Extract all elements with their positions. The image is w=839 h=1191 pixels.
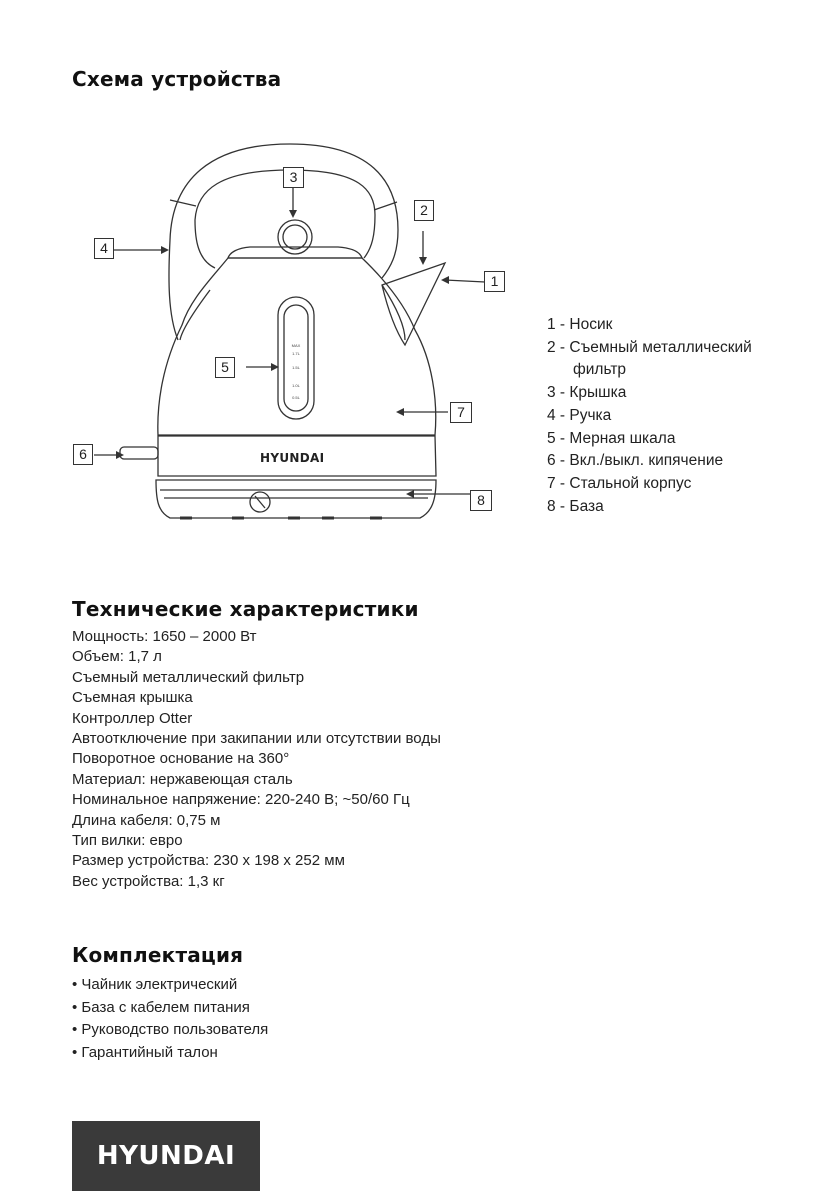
specs-list: [72, 627, 441, 892]
spec-item: Автоотключение при закипании или отсутствии воды: [72, 730, 441, 748]
spec-item: Длина кабеля: 0,75 м: [72, 811, 221, 829]
legend-item: 1 - Носик: [547, 316, 613, 333]
legend-item: 5 - Мерная шкала: [547, 429, 676, 447]
spec-item: Размер устройства: 230 x 198 x 252 мм: [72, 852, 345, 870]
scale-mark-1-7: 1.7L: [292, 351, 300, 356]
scale-mark-1-5: 1.5L: [292, 365, 300, 370]
scale-mark-1-0: 1.0L: [292, 383, 300, 388]
spec-item: Тип вилки: евро: [72, 832, 183, 850]
spec-item: Вес устройства: 1,3 кг: [72, 872, 225, 890]
spec-item: Съемная крышка: [72, 689, 193, 707]
legend-item: 3 - Крышка: [547, 384, 627, 402]
kit-list: [72, 974, 268, 1064]
spout: [382, 263, 445, 345]
spec-item: Контроллер Otter: [72, 709, 193, 727]
kettle-illustration: [60, 140, 530, 540]
spec-item: Объем: 1,7 л: [72, 648, 162, 666]
legend-item: 8 - База: [547, 497, 604, 515]
spec-item: Поворотное основание на 360°: [72, 750, 290, 768]
spec-item: Материал: нержавеющая сталь: [72, 770, 293, 788]
parts-legend: [547, 314, 787, 518]
scale-mark-0-5: 0.5L: [292, 395, 300, 400]
kettle-diagram: [60, 140, 530, 540]
kettle-brand-text: HYUNDAI: [260, 451, 325, 465]
base: [156, 480, 436, 518]
callout-4: 4: [94, 238, 114, 259]
spec-item: Номинальное напряжение: 220-240 В; ~50/60 Гц: [72, 791, 410, 809]
callout-6: 6: [73, 444, 93, 465]
callout-2: 2: [414, 200, 434, 221]
brand-logo: HYUNDAI: [72, 1121, 260, 1191]
kit-item: • Чайник электрический: [72, 974, 268, 997]
specs-heading: Технические характеристики: [72, 597, 419, 621]
legend-item: 7 - Стальной корпус: [547, 474, 692, 492]
legend-item: 4 - Ручка: [547, 406, 612, 424]
legend-item: 6 - Вкл./выкл. кипячение: [547, 452, 724, 470]
legend-item: 2 - Съемный металлический фильтр: [547, 338, 752, 379]
kit-item: • Гарантийный талон: [72, 1042, 268, 1065]
callout-5: 5: [215, 357, 235, 378]
callout-7: 7: [450, 402, 472, 423]
spec-item: Съемный металлический фильтр: [72, 668, 305, 686]
callout-1: 1: [484, 271, 505, 292]
callout-3: 3: [283, 167, 304, 188]
on-off-lever: [120, 447, 158, 459]
kit-item: • Руководство пользователя: [72, 1019, 268, 1042]
kit-heading: Комплектация: [72, 943, 244, 967]
kit-item: • База с кабелем питания: [72, 997, 268, 1020]
callout-8: 8: [470, 490, 492, 511]
scheme-heading: Схема устройства: [72, 67, 282, 91]
spec-item: Мощность: 1650 – 2000 Вт: [72, 628, 257, 645]
scale-mark-max: MAX: [291, 343, 301, 348]
